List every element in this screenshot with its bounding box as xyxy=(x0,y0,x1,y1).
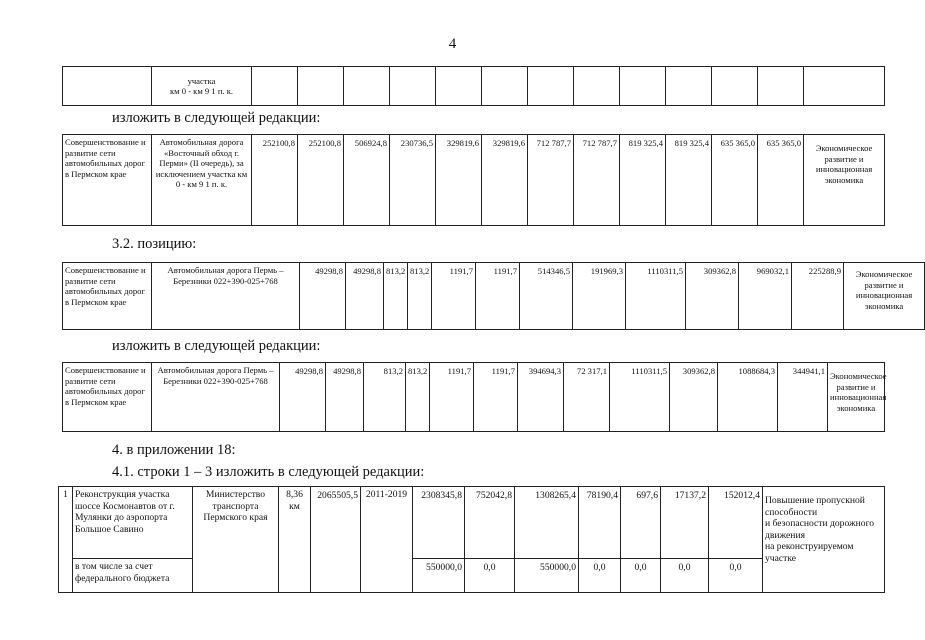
program-cell: Совершенствование и развитие сети автомобильных дорог в Пермском крае xyxy=(63,263,152,330)
value-cell: 819 325,4 xyxy=(666,135,712,226)
goal-cell: Экономическое развитие и инновационная экономика xyxy=(828,363,885,432)
value-cell: 1308265,4 xyxy=(515,487,579,559)
program-cell: Совершенствование и развитие сети автомобильных дорог в Пермском крае xyxy=(63,135,152,226)
table-previous-fragment xyxy=(62,66,885,106)
value-cell: 49298,8 xyxy=(346,263,384,330)
sub-value-cell: 550000,0 xyxy=(515,559,579,593)
value-cell: 309362,8 xyxy=(670,363,718,432)
sub-value-cell: 0,0 xyxy=(579,559,621,593)
sub-value-cell: 0,0 xyxy=(661,559,709,593)
value-cell: 152012,4 xyxy=(709,487,763,559)
value-cell: 819 325,4 xyxy=(620,135,666,226)
row-number: 1 xyxy=(59,487,73,593)
value-cell: 712 787,7 xyxy=(574,135,620,226)
value-cell: 1110311,5 xyxy=(610,363,670,432)
value-cell: 72 317,1 xyxy=(564,363,610,432)
table-appendix-18 xyxy=(58,486,885,593)
value-cell: 191969,3 xyxy=(573,263,626,330)
program-cell xyxy=(63,67,152,106)
sub-value-cell: 0,0 xyxy=(465,559,515,593)
value-cell: 225288,9 xyxy=(792,263,844,330)
value-cell: 712 787,7 xyxy=(528,135,574,226)
value-cell: 752042,8 xyxy=(465,487,515,559)
value-cell: 813,2 xyxy=(364,363,406,432)
value-cell: 1191,7 xyxy=(432,263,476,330)
sub-row-label: в том числе за счет федерального бюджета xyxy=(73,559,193,593)
value-cell: 344941,1 xyxy=(778,363,828,432)
value-cell: 1191,7 xyxy=(430,363,474,432)
project-cell: Автомобильная дорога Пермь – Березники 022+390-025+768 xyxy=(152,363,280,432)
heading-edit-2: изложить в следующей редакции: xyxy=(112,338,321,354)
value-cell: 252100,8 xyxy=(252,135,298,226)
value-cell: 49298,8 xyxy=(300,263,346,330)
value-cell: 813,2 xyxy=(384,263,408,330)
project-cell: участка км 0 - км 9 1 п. к. xyxy=(152,67,252,106)
sub-value-cell: 0,0 xyxy=(621,559,661,593)
ministry-cell: Министерство транспорта Пермского края xyxy=(193,487,279,593)
capacity-cell: 8,36 км xyxy=(279,487,311,593)
value-cell: 813,2 xyxy=(408,263,432,330)
cost-cell: 2065505,5 xyxy=(311,487,361,593)
value-cell: 1191,7 xyxy=(474,363,518,432)
value-cell: 514346,5 xyxy=(520,263,573,330)
value-cell: 1088684,3 xyxy=(718,363,778,432)
value-cell: 1191,7 xyxy=(476,263,520,330)
value-cell: 2308345,8 xyxy=(413,487,465,559)
value-cell: 635 365,0 xyxy=(712,135,758,226)
value-cell: 230736,5 xyxy=(390,135,436,226)
value-cell: 17137,2 xyxy=(661,487,709,559)
goal-cell: Экономическое развитие и инновационная экономика xyxy=(804,135,885,226)
value-cell: 329819,6 xyxy=(436,135,482,226)
value-cell: 506924,8 xyxy=(344,135,390,226)
value-cell: 78190,4 xyxy=(579,487,621,559)
page-number: 4 xyxy=(448,36,457,52)
period-cell: 2011-2019 xyxy=(361,487,413,593)
table-position-new xyxy=(62,362,885,432)
sub-value-cell: 550000,0 xyxy=(413,559,465,593)
value-cell: 394694,3 xyxy=(518,363,564,432)
value-cell: 813,2 xyxy=(406,363,430,432)
value-cell: 969032,1 xyxy=(739,263,792,330)
heading-edit-1: изложить в следующей редакции: xyxy=(112,110,321,126)
object-name-cell: Реконструкция участка шоссе Космонавтов от г. Мулянки до аэропорта Большое Савино xyxy=(73,487,193,559)
heading-appendix: 4. в приложении 18: xyxy=(112,442,236,458)
goal-cell: Повышение пропускной способности и безопасности дорожного движения на реконструируемом участке xyxy=(763,487,885,593)
value-cell: 1110311,5 xyxy=(626,263,686,330)
program-cell: Совершенствование и развитие сети автомобильных дорог в Пермском крае xyxy=(63,363,152,432)
project-cell: Автомобильная дорога Пермь – Березники 022+390-025+768 xyxy=(152,263,300,330)
table-position-old xyxy=(62,262,925,330)
value-cell: 309362,8 xyxy=(686,263,739,330)
value-cell: 635 365,0 xyxy=(758,135,804,226)
sub-value-cell: 0,0 xyxy=(709,559,763,593)
table-new-edition-1 xyxy=(62,134,885,226)
value-cell: 49298,8 xyxy=(326,363,364,432)
value-cell: 49298,8 xyxy=(280,363,326,432)
value-cell: 697,6 xyxy=(621,487,661,559)
project-cell: Автомобильная дорога «Восточный обход г. Перми» (II очередь), за исключением участка км 0 - км 9 1 п. к. xyxy=(152,135,252,226)
value-cell: 252100,8 xyxy=(298,135,344,226)
heading-position: 3.2. позицию: xyxy=(112,236,197,252)
heading-rows: 4.1. строки 1 – 3 изложить в следующей редакции: xyxy=(112,464,425,480)
value-cell: 329819,6 xyxy=(482,135,528,226)
goal-cell: Экономическое развитие и инновационная экономика xyxy=(844,263,925,330)
